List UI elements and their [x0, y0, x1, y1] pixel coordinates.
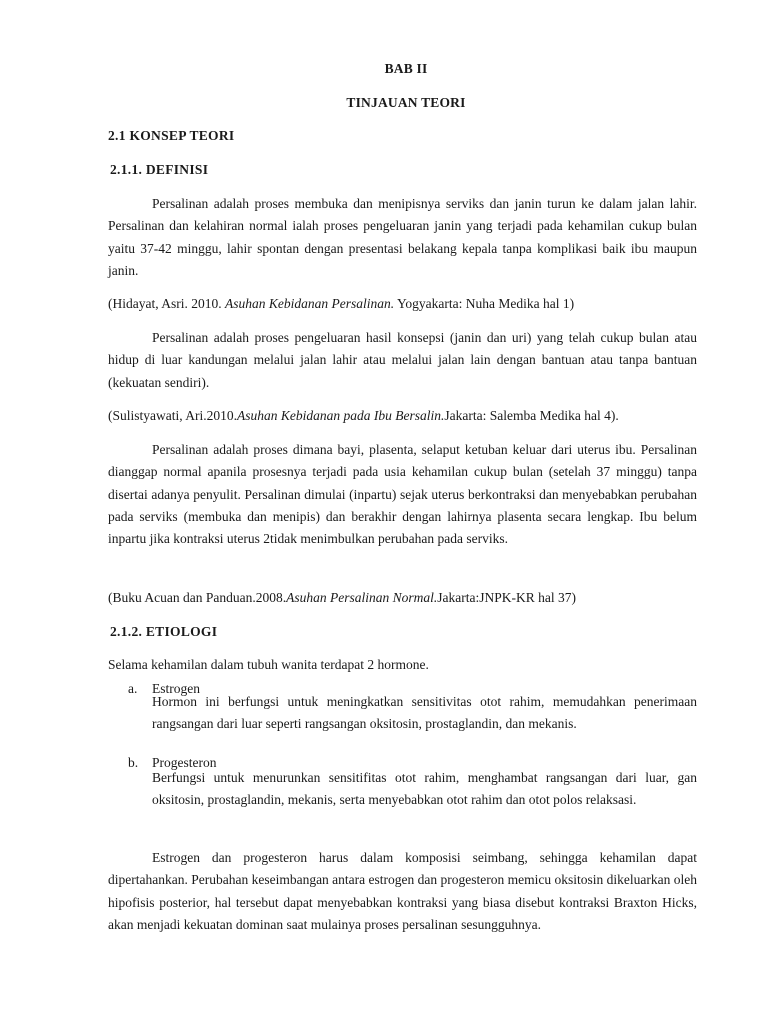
citation-1-prefix: (Hidayat, Asri. 2010. [108, 296, 225, 311]
citation-1-suffix: Yogyakarta: Nuha Medika hal 1) [394, 296, 575, 311]
etiologi-intro: Selama kehamilan dalam tubuh wanita terdapat 2 hormone. [108, 657, 429, 672]
section-heading: 2.1 KONSEP TEORI [108, 128, 235, 143]
list-item-b-body: Berfungsi untuk menurunkan sensitifitas otot rahim, menghambat rangsangan dari luar, gan oksitosin, prostaglandin, mekanis, serta menyebabkan otot rahim dan otot polos relaksasi. [152, 770, 697, 808]
citation-3-title: Asuhan Persalinan Normal. [286, 590, 438, 605]
citation-3 [108, 590, 708, 606]
list-item-a-title: Estrogen [152, 681, 200, 696]
list-marker-a: a. [128, 681, 138, 696]
citation-1-title: Asuhan Kebidanan Persalinan. [225, 296, 395, 311]
subsection-heading-etiologi: 2.1.2. ETIOLOGI [110, 624, 218, 639]
citation-3-suffix: Jakarta:JNPK-KR hal 37) [437, 590, 576, 605]
list-item-b-title: Progesteron [152, 755, 217, 770]
citation-2-prefix: (Sulistyawati, Ari.2010. [108, 408, 237, 423]
paragraph-2: Persalinan adalah proses pengeluaran hasil konsepsi (janin dan uri) yang telah cukup bulan atau hidup di luar kandungan melalui jalan lahir atau melalui jalan lain dengan bantuan atau tanpa bantuan (kekuatan sendiri). [108, 330, 697, 390]
citation-3-prefix: (Buku Acuan dan Panduan.2008. [108, 590, 287, 605]
paragraph-1: Persalinan adalah proses membuka dan menipisnya serviks dan janin turun ke dalam jalan lahir. Persalinan dan kelahiran normal ialah proses pengeluaran janin yang terjadi pada kehamilan cukup bulan yaitu 37-42 minggu, lahir spontan dengan presentasi belakang kepala tanpa komplikasi baik ibu maupun janin. [108, 196, 697, 278]
list-marker-b: b. [128, 755, 139, 770]
paragraph-3: Persalinan adalah proses dimana bayi, plasenta, selaput ketuban keluar dari uterus ibu. Persalinan dianggap normal apanila prosesnya terjadi pada usia kehamilan cukup bulan (setelah 37 minggu) tanpa disertai adanya penyulit. Persalinan dimulai (inpartu) sejak uterus berkontraksi dan menyebabkan perubahan pada serviks (membuka dan menipis) dan berakhir dengan lahirnya plasenta secara lengkap. Ibu belum inpartu jika kontraksi uterus 2tidak menimbulkan perubahan pada serviks. [108, 442, 697, 547]
subsection-heading-definisi: 2.1.1. DEFINISI [110, 162, 209, 177]
citation-2-title: Asuhan Kebidanan pada Ibu Bersalin. [237, 408, 445, 423]
paragraph-4: Estrogen dan progesteron harus dalam komposisi seimbang, sehingga kehamilan dapat dipertahankan. Perubahan keseimbangan antara estrogen dan progesteron memicu oksitosin dikeluarkan oleh hipofisis posterior, hal tersebut dapat menyebabkan kontraksi yang biasa disebut kontraksi Braxton Hicks, akan menjadi kekuatan dominan saat mulainya proses persalinan sesungguhnya. [108, 850, 697, 932]
citation-2-suffix: Jakarta: Salemba Medika hal 4). [444, 408, 619, 423]
chapter-number: BAB II [384, 61, 428, 76]
citation-2 [108, 408, 708, 424]
chapter-title: TINJAUAN TEORI [346, 95, 466, 110]
citation-1 [108, 296, 708, 312]
list-item-a-body: Hormon ini berfungsi untuk meningkatkan sensitivitas otot rahim, memudahkan penerimaan rangsangan dari luar seperti rangsangan oksitosin, prostaglandin, dan mekanis. [152, 694, 697, 732]
